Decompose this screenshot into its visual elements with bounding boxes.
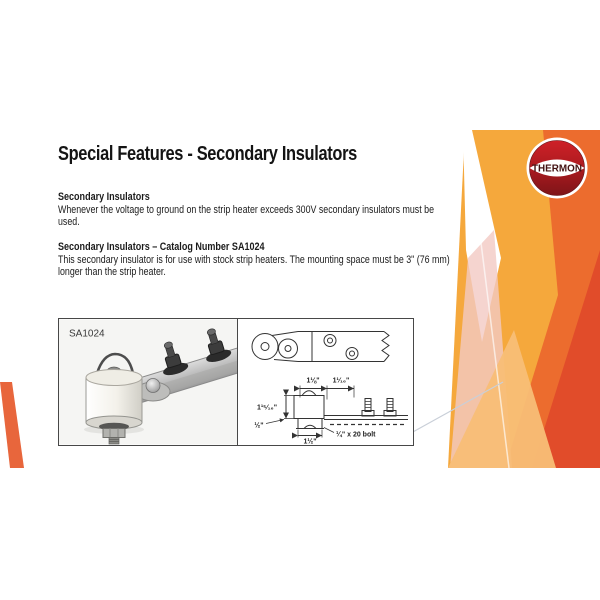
dim-top-left-label: 1⅛" — [306, 377, 320, 385]
section-secondary-insulators — [58, 191, 452, 228]
bolt-symbol — [362, 399, 374, 417]
thermon-logo — [527, 138, 588, 199]
insulator-diagram — [238, 319, 413, 445]
section-body: This secondary insulator is for use with stock strip heaters. The mounting space must be 3" (76 mm) longer than the strip heater. — [58, 254, 450, 278]
dim-half-label: ½" — [254, 422, 264, 430]
diagram-top-view — [252, 332, 389, 362]
dim-left-label: 1¹⁵⁄₁₆" — [256, 404, 278, 412]
insulator-photo — [59, 319, 237, 445]
product-figure — [58, 318, 414, 446]
logo-text: THERMON — [532, 162, 582, 175]
bolt-note-label: ¼" x 20 bolt — [336, 431, 376, 439]
section-body: Whenever the voltage to ground on the strip heater exceeds 300V secondary insulators must be used. — [58, 204, 435, 228]
section-catalog-sa1024 — [58, 241, 452, 278]
page-title: Special Features - Secondary Insulators — [58, 143, 357, 165]
diagram-panel — [238, 319, 413, 445]
diagram-side-view — [266, 386, 408, 438]
bottom-left-wedge — [0, 382, 24, 468]
photo-caption: SA1024 — [69, 328, 105, 340]
bolt-symbol — [384, 399, 396, 417]
photo-panel — [59, 319, 238, 445]
slide — [0, 130, 600, 468]
text-column — [58, 143, 452, 291]
section-heading: Secondary Insulators — [58, 191, 150, 203]
dim-top-right-label: 1¹⁄₁₆" — [332, 377, 350, 385]
dim-bottom-label: 1½" — [303, 438, 317, 445]
section-heading: Secondary Insulators – Catalog Number SA1024 — [58, 241, 265, 253]
